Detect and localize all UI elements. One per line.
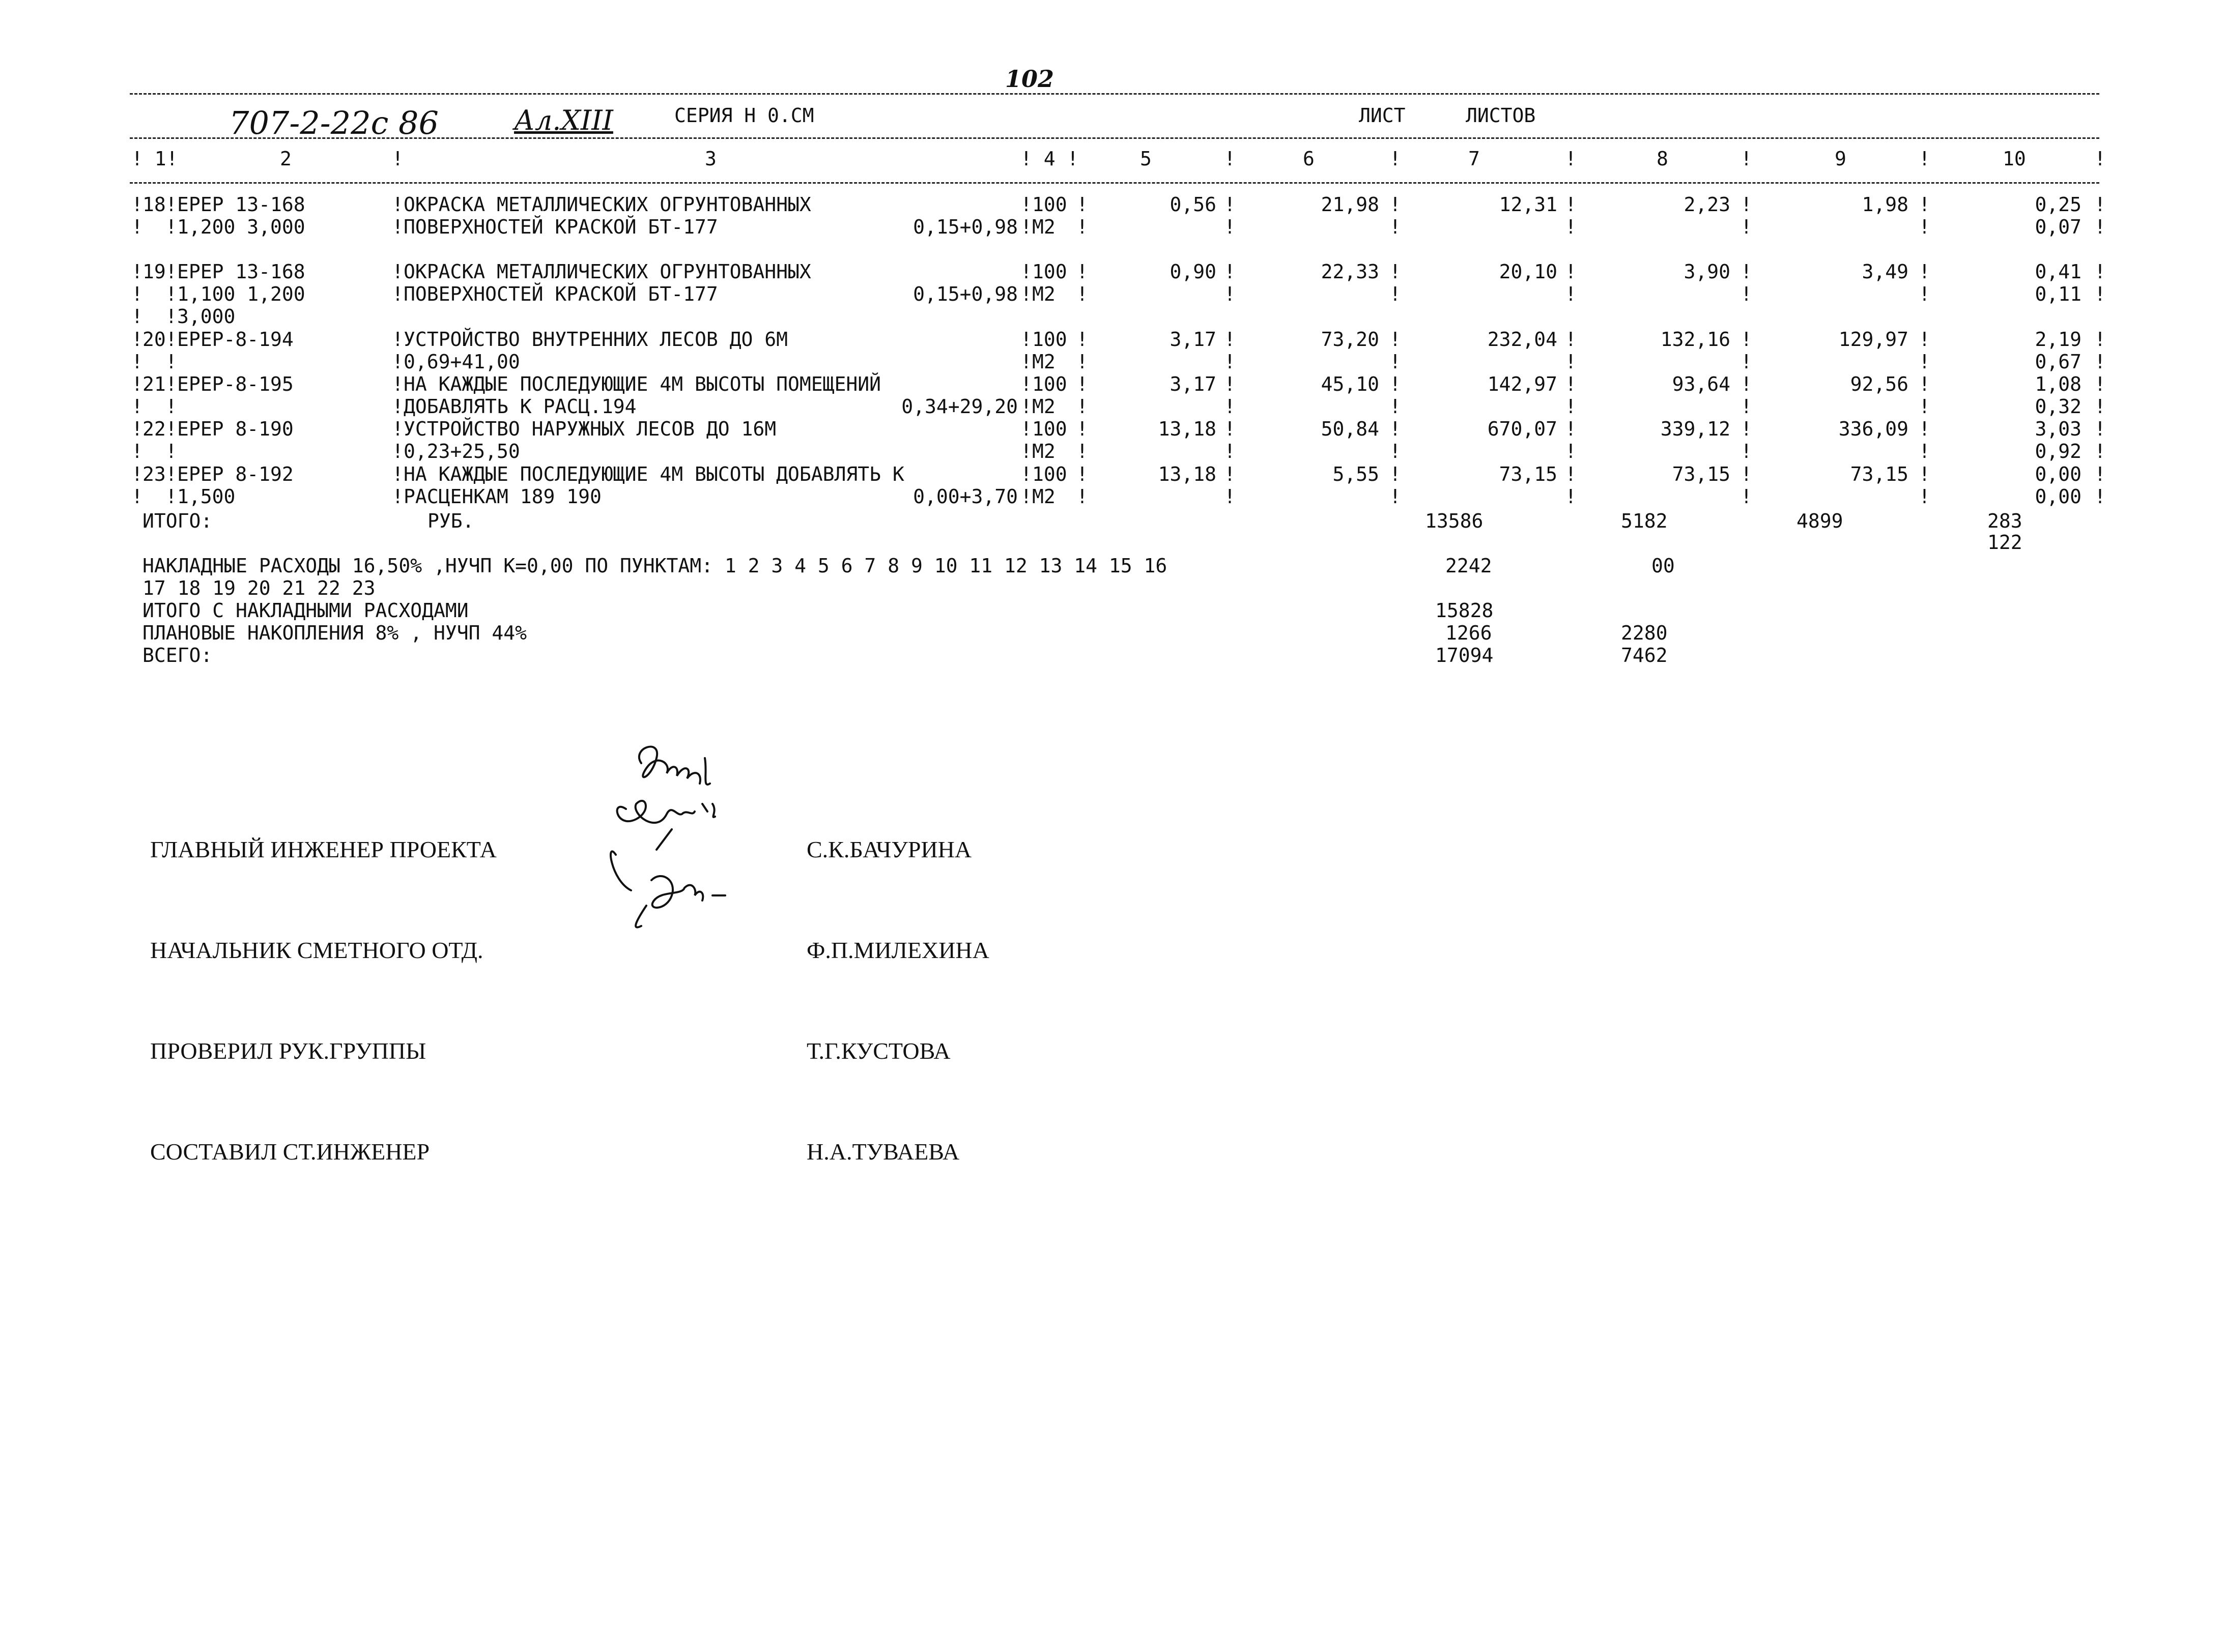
row-col5: 3,17 <box>1170 328 1216 351</box>
row-separator: ! <box>2094 283 2106 305</box>
row-col7: 232,04 <box>1487 328 1557 351</box>
row-separator: ! <box>1741 418 1752 440</box>
row-col7: 12,31 <box>1499 193 1557 216</box>
row-col10a: 2,19 <box>2035 328 2082 351</box>
col-num-9: 9 <box>1835 148 1846 170</box>
row-separator: ! <box>1565 216 1577 238</box>
row-separator: ! <box>2094 485 2106 508</box>
row-col10b: 0,07 <box>2035 216 2082 238</box>
row-quantity: 100 <box>1032 373 1067 395</box>
row-separator: ! <box>1224 260 1236 283</box>
row-col8: 93,64 <box>1672 373 1730 395</box>
row-separator: ! <box>1020 373 1032 395</box>
itogo-label: ИТОГО: <box>142 510 213 532</box>
row-separator: ! <box>392 328 404 351</box>
row-separator: ! <box>392 373 404 395</box>
row-col5: 0,56 <box>1170 193 1216 216</box>
sheets-label: ЛИСТОВ <box>1466 104 1536 127</box>
row-description-2: ПОВЕРХНОСТЕЙ КРАСКОЙ БТ-177 <box>404 283 718 305</box>
row-separator: ! <box>1224 373 1236 395</box>
row-separator: ! <box>392 283 404 305</box>
row-separator: ! <box>1919 351 1930 373</box>
row-separator: ! <box>1076 216 1088 238</box>
row-separator: ! <box>1076 418 1088 440</box>
row-formula: 0,15+0,98 <box>913 216 1018 238</box>
row-separator: ! <box>1919 373 1930 395</box>
row-separator: ! <box>1741 373 1752 395</box>
row-code: ЕРЕР 13-168 <box>177 193 305 216</box>
row-col9: 92,56 <box>1850 373 1908 395</box>
row-separator: ! <box>392 463 404 485</box>
signature-names <box>807 766 989 1202</box>
row-separator: ! <box>131 193 143 216</box>
header-rule <box>130 137 2099 139</box>
row-separator: ! <box>165 373 177 395</box>
row-separator: ! <box>1389 440 1401 462</box>
row-separator: ! <box>1919 485 1930 508</box>
row-description-2: РАСЦЕНКАМ 189 190 <box>404 485 602 508</box>
col-num-2: 2 <box>280 148 292 170</box>
row-col10b: 0,32 <box>2035 395 2082 418</box>
row-separator: ! <box>1565 193 1577 216</box>
row-separator: ! <box>1389 260 1401 283</box>
col-sep: ! <box>392 148 404 170</box>
row-col6: 5,55 <box>1332 463 1379 485</box>
row-number: 22 <box>142 418 166 440</box>
row-separator: ! <box>2094 328 2106 351</box>
overhead-col8: 00 <box>1651 555 1675 577</box>
row-formula: 0,15+0,98 <box>913 283 1018 305</box>
row-number: 18 <box>142 193 166 216</box>
row-col9: 129,97 <box>1838 328 1908 351</box>
row-separator: ! <box>131 283 143 305</box>
column-rule <box>130 182 2099 184</box>
row-separator: ! <box>1020 463 1032 485</box>
row-separator: ! <box>392 418 404 440</box>
row-separator: ! <box>1224 418 1236 440</box>
row-separator: ! <box>1741 216 1752 238</box>
row-separator: ! <box>131 463 143 485</box>
col-num-6: 6 <box>1303 148 1315 170</box>
total-col8: 7462 <box>1621 644 1668 666</box>
row-separator: ! <box>1389 395 1401 418</box>
row-separator: ! <box>1020 351 1032 373</box>
row-code: ЕРЕР 13-168 <box>177 260 305 283</box>
row-col8: 73,15 <box>1672 463 1730 485</box>
row-code: ЕРЕР-8-194 <box>177 328 294 351</box>
total-label: ВСЕГО: <box>142 644 213 666</box>
col-sep: ! <box>1224 148 1236 170</box>
row-separator: ! <box>1224 463 1236 485</box>
row-separator: ! <box>392 216 404 238</box>
row-description: ОКРАСКА МЕТАЛЛИЧЕСКИХ ОГРУНТОВАННЫХ <box>404 260 811 283</box>
row-separator: ! <box>1389 193 1401 216</box>
row-separator: ! <box>1919 463 1930 485</box>
row-separator: ! <box>1565 418 1577 440</box>
row-separator: ! <box>1020 418 1032 440</box>
row-separator: ! <box>1076 463 1088 485</box>
row-separator: ! <box>131 328 143 351</box>
row-separator: ! <box>1565 440 1577 462</box>
row-number: 20 <box>142 328 166 351</box>
row-col5: 0,90 <box>1170 260 1216 283</box>
overhead-col7: 2242 <box>1445 555 1492 577</box>
row-separator: ! <box>1565 485 1577 508</box>
row-separator: ! <box>1020 440 1032 462</box>
signature-positions <box>150 766 497 1202</box>
row-separator: ! <box>131 351 143 373</box>
row-separator: ! <box>1389 328 1401 351</box>
row-separator: ! <box>1020 193 1032 216</box>
row-separator: ! <box>2094 463 2106 485</box>
row-separator: ! <box>1076 485 1088 508</box>
row-separator: ! <box>1076 328 1088 351</box>
row-col5: 3,17 <box>1170 373 1216 395</box>
row-col10b: 0,00 <box>2035 485 2082 508</box>
row-separator: ! <box>2094 373 2106 395</box>
row-separator: ! <box>1919 418 1930 440</box>
row-separator: ! <box>131 305 143 328</box>
row-separator: ! <box>1919 328 1930 351</box>
row-separator: ! <box>392 351 404 373</box>
row-separator: ! <box>165 351 177 373</box>
row-separator: ! <box>2094 351 2106 373</box>
row-separator: ! <box>1076 283 1088 305</box>
row-col5: 13,18 <box>1158 463 1216 485</box>
row-description-2: ДОБАВЛЯТЬ К РАСЦ.194 <box>404 395 637 418</box>
col-num-3: 3 <box>705 148 717 170</box>
row-col7: 670,07 <box>1487 418 1557 440</box>
row-separator: ! <box>1565 463 1577 485</box>
row-separator: ! <box>1020 328 1032 351</box>
col-sep: ! <box>2094 148 2106 170</box>
row-separator: ! <box>165 216 177 238</box>
row-separator: ! <box>2094 418 2106 440</box>
row-separator: ! <box>1565 260 1577 283</box>
row-separator: ! <box>1389 463 1401 485</box>
signature-position: ГЛАВНЫЙ ИНЖЕНЕР ПРОЕКТА <box>150 836 497 862</box>
row-quantity: 100 <box>1032 418 1067 440</box>
row-separator: ! <box>131 395 143 418</box>
row-col6: 50,84 <box>1321 418 1379 440</box>
signature-position: ПРОВЕРИЛ РУК.ГРУППЫ <box>150 1038 426 1064</box>
row-separator: ! <box>2094 193 2106 216</box>
row-separator: ! <box>165 418 177 440</box>
itogo-col10b: 122 <box>1987 531 2022 554</box>
row-col6: 21,98 <box>1321 193 1379 216</box>
row-separator: ! <box>1389 283 1401 305</box>
row-quantity: 100 <box>1032 463 1067 485</box>
row-separator: ! <box>1020 260 1032 283</box>
sheet-label: ЛИСТ <box>1359 104 1406 127</box>
row-separator: ! <box>1741 485 1752 508</box>
row-separator: ! <box>1741 260 1752 283</box>
rub-label: РУБ. <box>427 510 474 532</box>
row-separator: ! <box>1076 260 1088 283</box>
col-sep: ! <box>1565 148 1577 170</box>
album-number: Ал.XIII <box>514 104 613 136</box>
row-separator: ! <box>131 418 143 440</box>
row-separator: ! <box>1224 440 1236 462</box>
row-unit: М2 <box>1032 440 1056 462</box>
row-coefficient-2: 3,000 <box>177 305 236 328</box>
signature-name: С.К.БАЧУРИНА <box>807 836 972 862</box>
row-separator: ! <box>165 395 177 418</box>
planned-col8: 2280 <box>1621 622 1668 644</box>
row-col9: 3,49 <box>1862 260 1908 283</box>
row-separator: ! <box>1076 351 1088 373</box>
signature-name: Н.А.ТУВАЕВА <box>807 1139 960 1165</box>
row-separator: ! <box>131 260 143 283</box>
row-separator: ! <box>392 440 404 462</box>
col-sep: ! <box>1389 148 1401 170</box>
row-quantity: 100 <box>1032 260 1067 283</box>
row-col10a: 3,03 <box>2035 418 2082 440</box>
row-separator: ! <box>1741 283 1752 305</box>
row-unit: М2 <box>1032 216 1056 238</box>
total-col7: 17094 <box>1435 644 1494 666</box>
col-num-10: 10 <box>2003 148 2026 170</box>
row-separator: ! <box>1020 485 1032 508</box>
row-description-2: 0,23+25,50 <box>404 440 520 462</box>
row-code: ЕРЕР-8-195 <box>177 373 294 395</box>
row-unit: М2 <box>1032 485 1056 508</box>
row-coefficient: 1,200 3,000 <box>177 216 305 238</box>
row-separator: ! <box>1919 395 1930 418</box>
row-separator: ! <box>165 260 177 283</box>
row-quantity: 100 <box>1032 328 1067 351</box>
row-description-2: ПОВЕРХНОСТЕЙ КРАСКОЙ БТ-177 <box>404 216 718 238</box>
row-separator: ! <box>2094 216 2106 238</box>
row-col5: 13,18 <box>1158 418 1216 440</box>
row-col7: 20,10 <box>1499 260 1557 283</box>
row-separator: ! <box>1919 260 1930 283</box>
col-num-1: ! 1! <box>131 148 178 170</box>
row-col10a: 0,25 <box>2035 193 2082 216</box>
with-overhead-col7: 15828 <box>1435 599 1494 622</box>
row-code: ЕРЕР 8-192 <box>177 463 294 485</box>
row-separator: ! <box>1565 395 1577 418</box>
col-num-4: ! 4 ! <box>1020 148 1079 170</box>
itogo-col8: 5182 <box>1621 510 1668 532</box>
row-separator: ! <box>1389 373 1401 395</box>
series-label: СЕРИЯ Н 0.СМ <box>674 104 814 127</box>
row-col8: 3,90 <box>1684 260 1730 283</box>
row-col7: 73,15 <box>1499 463 1557 485</box>
row-separator: ! <box>1919 283 1930 305</box>
row-separator: ! <box>392 193 404 216</box>
col-sep: ! <box>1919 148 1930 170</box>
row-separator: ! <box>1020 216 1032 238</box>
signature-position: СОСТАВИЛ СТ.ИНЖЕНЕР <box>150 1139 430 1165</box>
row-coefficient: 1,500 <box>177 485 236 508</box>
row-separator: ! <box>1389 351 1401 373</box>
row-separator: ! <box>1565 283 1577 305</box>
row-separator: ! <box>1389 216 1401 238</box>
row-separator: ! <box>165 305 177 328</box>
col-sep: ! <box>1741 148 1752 170</box>
row-separator: ! <box>2094 440 2106 462</box>
row-formula: 0,00+3,70 <box>913 485 1018 508</box>
row-description: УСТРОЙСТВО ВНУТРЕННИХ ЛЕСОВ ДО 6М <box>404 328 788 351</box>
row-separator: ! <box>1741 351 1752 373</box>
signature-name: Т.Г.КУСТОВА <box>807 1038 951 1064</box>
row-separator: ! <box>2094 395 2106 418</box>
row-col10b: 0,11 <box>2035 283 2082 305</box>
row-col8: 339,12 <box>1660 418 1730 440</box>
itogo-col7: 13586 <box>1425 510 1484 532</box>
col-num-7: 7 <box>1468 148 1480 170</box>
row-separator: ! <box>131 485 143 508</box>
row-number: 23 <box>142 463 166 485</box>
row-col6: 45,10 <box>1321 373 1379 395</box>
column-number-row <box>0 148 2224 170</box>
row-separator: ! <box>1741 463 1752 485</box>
row-separator: ! <box>131 440 143 462</box>
row-separator: ! <box>1565 328 1577 351</box>
row-separator: ! <box>1919 193 1930 216</box>
itogo-col9: 4899 <box>1797 510 1843 532</box>
signature-position: НАЧАЛЬНИК СМЕТНОГО ОТД. <box>150 937 483 963</box>
row-separator: ! <box>165 283 177 305</box>
row-separator: ! <box>1919 440 1930 462</box>
row-separator: ! <box>1076 440 1088 462</box>
row-separator: ! <box>1919 216 1930 238</box>
row-description: УСТРОЙСТВО НАРУЖНЫХ ЛЕСОВ ДО 16М <box>404 418 777 440</box>
row-separator: ! <box>1741 440 1752 462</box>
col-num-5: 5 <box>1140 148 1152 170</box>
row-separator: ! <box>1741 395 1752 418</box>
row-col9: 1,98 <box>1862 193 1908 216</box>
row-formula: 0,34+29,20 <box>901 395 1018 418</box>
row-separator: ! <box>1020 395 1032 418</box>
row-separator: ! <box>2094 260 2106 283</box>
row-separator: ! <box>1389 485 1401 508</box>
top-rule <box>130 93 2099 95</box>
row-separator: ! <box>1076 373 1088 395</box>
row-separator: ! <box>1741 193 1752 216</box>
row-coefficient: 1,100 1,200 <box>177 283 305 305</box>
row-separator: ! <box>165 440 177 462</box>
row-separator: ! <box>392 485 404 508</box>
row-description: НА КАЖДЫЕ ПОСЛЕДУЮЩИЕ 4М ВЫСОТЫ ПОМЕЩЕНИЙ <box>404 373 881 395</box>
row-separator: ! <box>1565 351 1577 373</box>
itogo-col10a: 283 <box>1987 510 2022 532</box>
col-num-8: 8 <box>1657 148 1668 170</box>
row-separator: ! <box>1224 351 1236 373</box>
row-unit: М2 <box>1032 283 1056 305</box>
page-number: 102 <box>1005 65 1054 93</box>
row-separator: ! <box>1224 216 1236 238</box>
planned-label: ПЛАНОВЫЕ НАКОПЛЕНИЯ 8% , НУЧП 44% <box>142 622 527 644</box>
row-separator: ! <box>392 395 404 418</box>
row-unit: М2 <box>1032 351 1056 373</box>
row-description-2: 0,69+41,00 <box>404 351 520 373</box>
row-col10a: 0,00 <box>2035 463 2082 485</box>
row-separator: ! <box>131 373 143 395</box>
row-description: НА КАЖДЫЕ ПОСЛЕДУЮЩИЕ 4М ВЫСОТЫ ДОБАВЛЯТЬ К <box>404 463 904 485</box>
row-separator: ! <box>131 216 143 238</box>
row-separator: ! <box>1020 283 1032 305</box>
row-separator: ! <box>1741 328 1752 351</box>
overhead-line-1: НАКЛАДНЫЕ РАСХОДЫ 16,50% ,НУЧП К=0,00 ПО ПУНКТАМ: 1 2 3 4 5 6 7 8 9 10 11 12 13 14 15 16 <box>142 555 1167 577</box>
row-col7: 142,97 <box>1487 373 1557 395</box>
row-separator: ! <box>165 485 177 508</box>
row-col10b: 0,67 <box>2035 351 2082 373</box>
row-separator: ! <box>1224 193 1236 216</box>
row-separator: ! <box>392 260 404 283</box>
row-separator: ! <box>165 463 177 485</box>
row-code: ЕРЕР 8-190 <box>177 418 294 440</box>
row-separator: ! <box>1076 395 1088 418</box>
row-col8: 2,23 <box>1684 193 1730 216</box>
row-col10a: 1,08 <box>2035 373 2082 395</box>
signature-name: Ф.П.МИЛЕХИНА <box>807 937 989 963</box>
row-separator: ! <box>1224 328 1236 351</box>
row-col6: 73,20 <box>1321 328 1379 351</box>
row-quantity: 100 <box>1032 193 1067 216</box>
row-col9: 336,09 <box>1838 418 1908 440</box>
row-number: 19 <box>142 260 166 283</box>
handwritten-signatures <box>585 728 779 931</box>
row-description: ОКРАСКА МЕТАЛЛИЧЕСКИХ ОГРУНТОВАННЫХ <box>404 193 811 216</box>
row-col9: 73,15 <box>1850 463 1908 485</box>
row-separator: ! <box>1224 395 1236 418</box>
with-overhead-label: ИТОГО С НАКЛАДНЫМИ РАСХОДАМИ <box>142 599 469 622</box>
row-separator: ! <box>1389 418 1401 440</box>
row-separator: ! <box>1224 485 1236 508</box>
row-col10a: 0,41 <box>2035 260 2082 283</box>
row-unit: М2 <box>1032 395 1056 418</box>
row-separator: ! <box>1565 373 1577 395</box>
row-number: 21 <box>142 373 166 395</box>
row-separator: ! <box>1224 283 1236 305</box>
project-code: 707-2-22с 86 <box>229 104 439 141</box>
planned-col7: 1266 <box>1445 622 1492 644</box>
row-col6: 22,33 <box>1321 260 1379 283</box>
row-separator: ! <box>165 328 177 351</box>
row-separator: ! <box>1076 193 1088 216</box>
row-col10b: 0,92 <box>2035 440 2082 462</box>
overhead-line-2: 17 18 19 20 21 22 23 <box>142 577 376 599</box>
row-separator: ! <box>165 193 177 216</box>
row-col8: 132,16 <box>1660 328 1730 351</box>
